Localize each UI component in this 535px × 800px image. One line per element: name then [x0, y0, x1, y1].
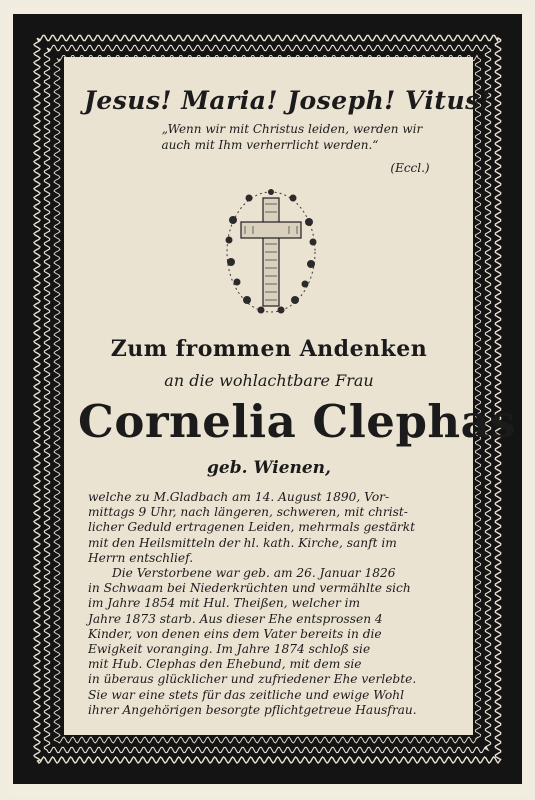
biography-line: ihrer Angehörigen besorgte pflichtgetreue Hausfrau. [88, 702, 417, 717]
biography-line: mit den Heilsmitteln der hl. kath. Kirche, sanft im [88, 535, 397, 550]
biography-line: Die Verstorbene war geb. am 26. Januar 1826 [112, 566, 396, 580]
motto-line-1: „Wenn wir mit Christus leiden, werden wir [161, 122, 423, 136]
invocation-header: Jesus! Maria! Joseph! Vitus! [84, 86, 492, 115]
maiden-name: geb. Wienen, [207, 458, 331, 478]
biography-line: in überaus glücklicher und zufriedener Ehe verlebte. [88, 672, 417, 687]
biography-line: im Jahre 1854 mit Hul. Theißen, welcher im [88, 596, 361, 611]
motto-source: (Eccl.) [390, 161, 430, 175]
motto-line-2: auch mit Ihm verherrlicht werden.“ [161, 138, 379, 152]
title-line-2: an die wohlachtbare Frau [164, 371, 374, 390]
cross-wreath-icon [221, 180, 321, 320]
biography-line: mittags 9 Uhr, nach längeren, schweren, mit christ- [88, 505, 408, 520]
biography-line: Kinder, von denen eins dem Vater bereits in die [88, 626, 382, 641]
biography-line: in Schwaam bei Niederkrüchten und vermählte sich [88, 581, 411, 596]
deceased-name: Cornelia Clephas [78, 395, 517, 448]
biography-line: Herrn entschlief. [88, 550, 194, 565]
biography-line: Ewigkeit voranging. Im Jahre 1874 schloß sie [88, 642, 371, 656]
title-line-1: Zum frommen Andenken [110, 336, 428, 362]
biography-line: Sie war eine stets für das zeitliche und ewige Wohl [88, 687, 404, 702]
biography-line: mit Hub. Clephas den Ehebund, mit dem sie [88, 657, 362, 672]
biography-line: Jahre 1873 starb. Aus dieser Ehe entsprossen 4 [88, 611, 383, 626]
biography-line: licher Geduld ertragenen Leiden, mehrmals gestärkt [88, 520, 416, 535]
biography-line: welche zu M.Gladbach am 14. August 1890, Vor- [88, 490, 390, 504]
